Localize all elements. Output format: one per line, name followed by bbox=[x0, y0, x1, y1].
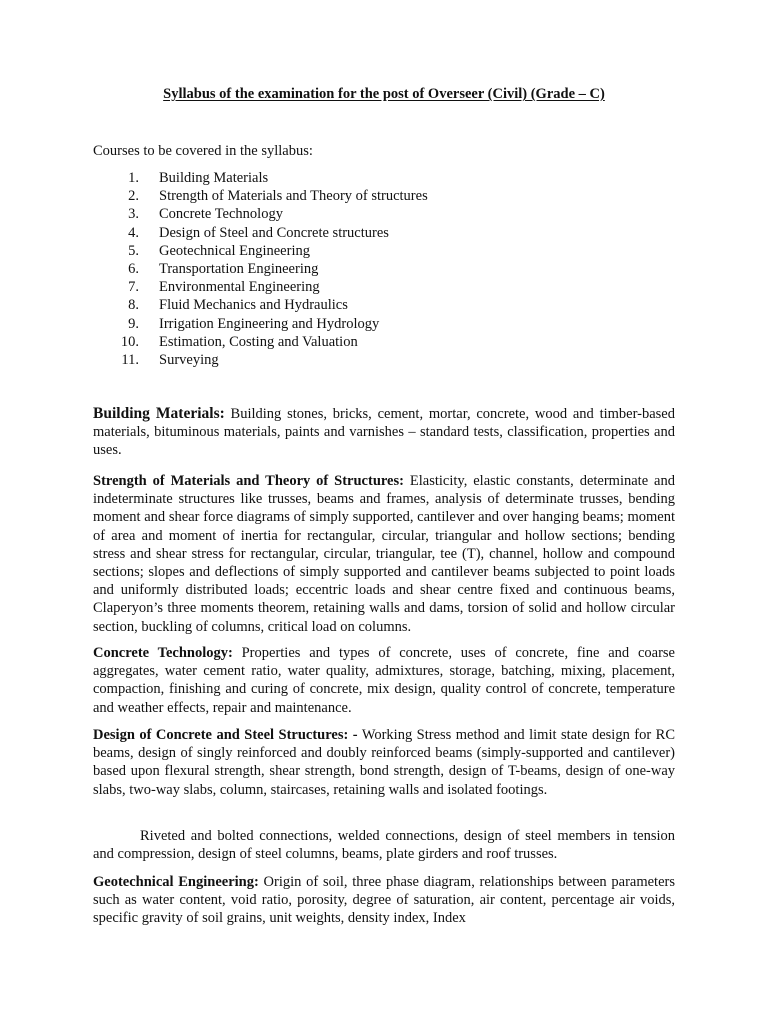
course-list bbox=[113, 169, 428, 369]
list-item bbox=[113, 333, 428, 351]
list-label: Concrete Technology bbox=[159, 206, 283, 223]
section-design-structures bbox=[93, 726, 675, 799]
section-heading: Concrete Technology: bbox=[93, 645, 233, 661]
list-label: Irrigation Engineering and Hydrology bbox=[159, 315, 380, 332]
list-label: Fluid Mechanics and Hydraulics bbox=[159, 297, 348, 314]
section-body: Building stones, bricks, cement, mortar, concrete, wood and timber-based materials, bituminous materials, paints and varnishes – standard tests, classification, properties and uses. bbox=[93, 406, 675, 459]
page-title: Syllabus of the examination for the post of Overseer (Civil) (Grade – C) bbox=[163, 86, 605, 102]
list-label: Transportation Engineering bbox=[159, 260, 319, 277]
list-label: Building Materials bbox=[159, 170, 269, 186]
section-strength-of-materials bbox=[93, 472, 675, 636]
section-concrete-technology bbox=[93, 644, 675, 717]
intro-text: Courses to be covered in the syllabus: bbox=[93, 143, 313, 159]
section-body: Origin of soil, three phase diagram, relationships between parameters such as water content, void ratio, porosity, degree of saturation, air content, percentage air voids, specific gravity of soil grains, unit weights, density index, Index bbox=[93, 874, 675, 927]
list-item bbox=[113, 187, 428, 205]
list-number: 7. bbox=[128, 279, 139, 296]
list-label: Design of Steel and Concrete structures bbox=[159, 224, 389, 241]
section-heading: Strength of Materials and Theory of Structures: bbox=[93, 473, 404, 489]
section-body: Working Stress method and limit state design for RC beams, design of singly reinforced and doubly reinforced beams (simply-supported and cantilever) based upon flexural strength, shear strength, bond strength, design of T-beams, design of one-way slabs, two-way slabs, column, staircases, retaining walls and isolated footings. bbox=[93, 727, 676, 798]
list-label: Strength of Materials and Theory of structures bbox=[159, 188, 428, 205]
list-number: 6. bbox=[128, 260, 139, 277]
section-heading: Geotechnical Engineering: bbox=[93, 874, 259, 890]
list-item bbox=[113, 351, 428, 369]
section-building-materials bbox=[93, 405, 675, 460]
list-number: 9. bbox=[128, 315, 139, 332]
list-item bbox=[113, 224, 428, 242]
list-item bbox=[113, 260, 428, 278]
list-number: 10. bbox=[120, 333, 139, 350]
list-label: Estimation, Costing and Valuation bbox=[159, 333, 358, 350]
list-item bbox=[113, 278, 428, 296]
list-number: 2. bbox=[128, 188, 139, 205]
section-heading: Building Materials: bbox=[93, 405, 225, 422]
list-number: 3. bbox=[128, 206, 139, 223]
list-item bbox=[113, 296, 428, 314]
section-heading: Design of Concrete and Steel Structures: - bbox=[93, 727, 358, 743]
list-number: 1. bbox=[128, 170, 139, 186]
list-item bbox=[113, 242, 428, 260]
list-item bbox=[113, 315, 428, 333]
list-number: 8. bbox=[128, 297, 139, 314]
list-number: 4. bbox=[128, 224, 139, 241]
list-item bbox=[113, 169, 428, 187]
section-geotechnical-engineering bbox=[93, 873, 675, 928]
section-body: Elasticity, elastic constants, determinate and indeterminate structures like trusses, beams and frames, analysis of determinate trusses, bending moment and shear force diagrams of simply supported, cantilever and over hanging beams; moment of area and moment of inertia for rectangular, circular, triangular and hollow sections; bending stress and shear stress for rectangular, circular, triangular, tee (T), channel, hollow and compound sections; slopes and deflections of simply supported and cantilever beams subjected to point loads and uniformly distributed loads; eccentric loads and shear centre fixed and continuous beams, Claperyon’s three moments theorem, retaining walls and dams, torsion of solid and hollow circular section, buckling of columns, critical load on columns. bbox=[93, 473, 675, 635]
list-number: 11. bbox=[121, 351, 139, 368]
list-number: 5. bbox=[128, 242, 139, 259]
list-label: Environmental Engineering bbox=[159, 279, 320, 296]
list-label: Surveying bbox=[159, 351, 219, 368]
list-label: Geotechnical Engineering bbox=[159, 242, 310, 259]
section-design-steel-paragraph: Riveted and bolted connections, welded connections, design of steel members in tension and compression, design of steel columns, beams, plate girders and roof trusses. bbox=[93, 828, 675, 863]
list-item bbox=[113, 205, 428, 223]
section-body: Properties and types of concrete, uses of concrete, fine and coarse aggregates, water cement ratio, water quality, admixtures, storage, batching, mixing, placement, compaction, finishing and curing of concrete, mix design, quality control of concrete, temperature and weather effects, repair and maintenance. bbox=[93, 645, 675, 716]
